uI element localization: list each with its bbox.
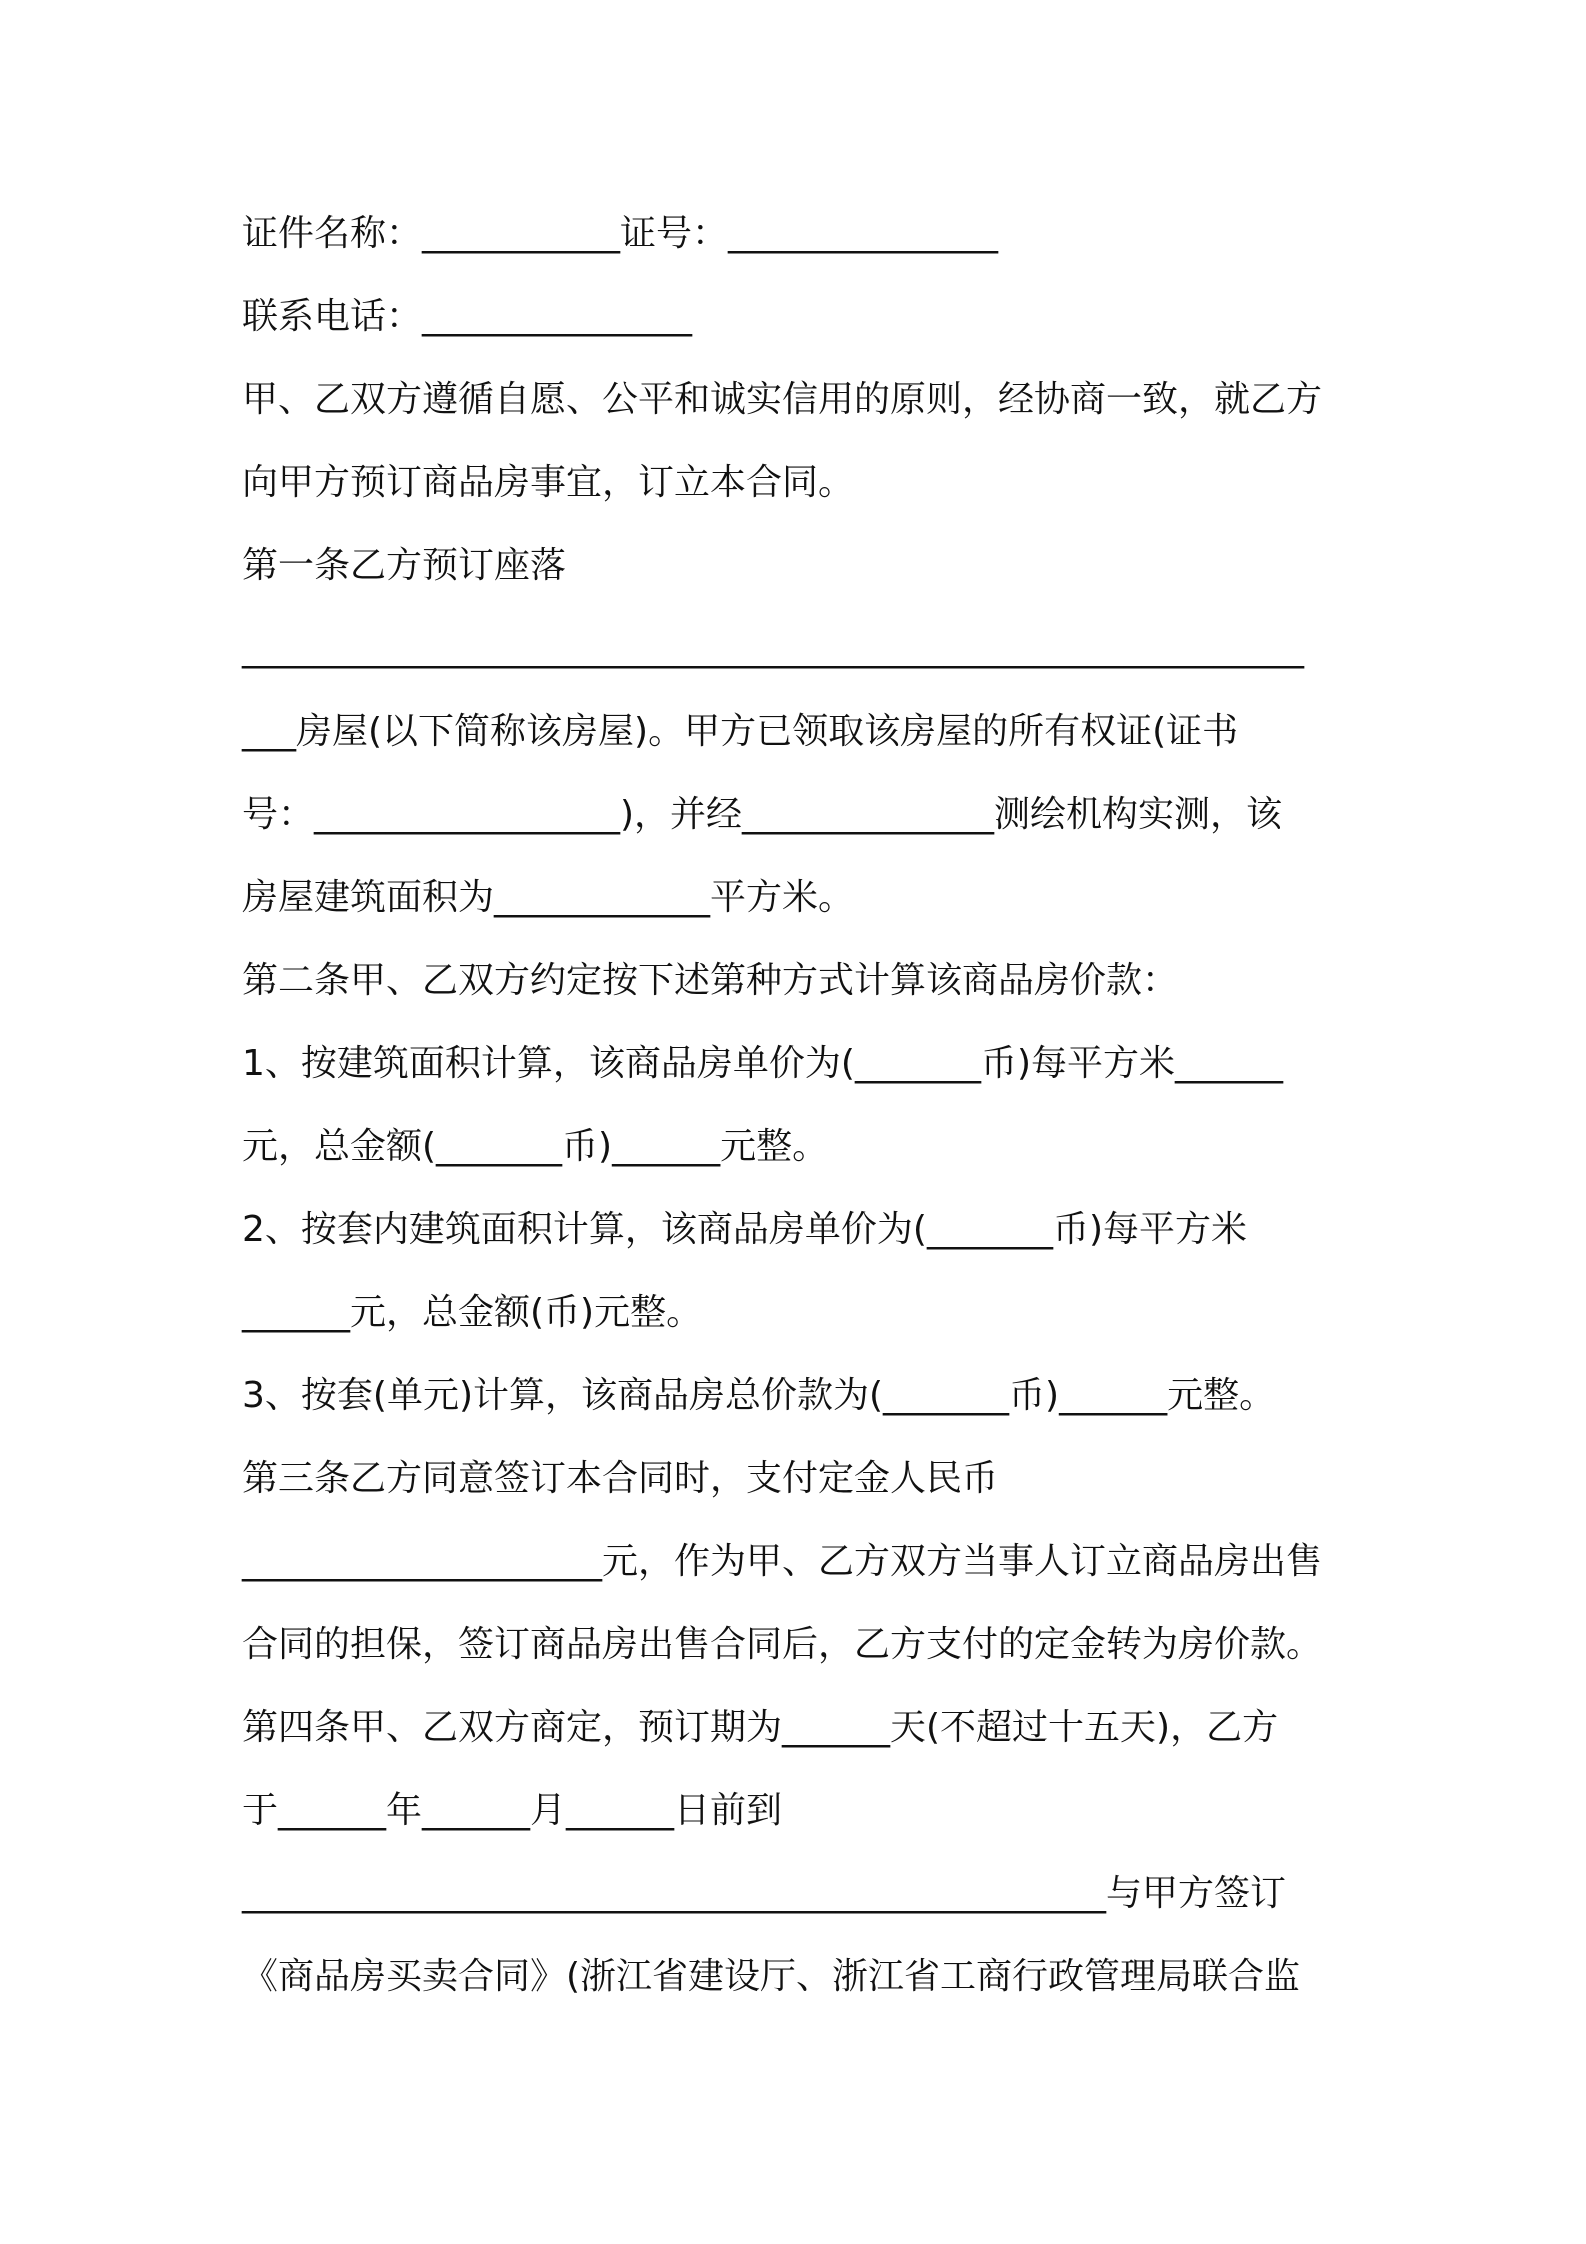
text-line-article-2-title: 第二条甲、乙双方约定按下述第种方式计算该商品房价款： xyxy=(242,960,1179,1001)
text-line-cert-number: 号：_________________)，并经______________测绘机构实测，该 xyxy=(242,794,1283,835)
text-line-method-2b: ______元，总金额(币)元整。 xyxy=(242,1292,703,1333)
text-line-sign-with: ________________________________________________与甲方签订 xyxy=(242,1873,1287,1914)
text-line-id-name: 证件名称：___________证号：_______________ xyxy=(242,213,999,254)
text-line-method-2a: 2、按套内建筑面积计算，该商品房单价为(_______币)每平方米 xyxy=(242,1209,1247,1250)
text-line-article-1-title: 第一条乙方预订座落 xyxy=(242,545,567,586)
text-line-method-1b: 元，总金额(_______币)______元整。 xyxy=(242,1126,829,1167)
text-line-article-3-title: 第三条乙方同意签订本合同时，支付定金人民币 xyxy=(242,1458,999,1499)
text-line-deposit-1: ____________________元，作为甲、乙方双方当事人订立商品房出售 xyxy=(242,1541,1323,1582)
text-line-contract-name: 《商品房买卖合同》(浙江省建设厅、浙江省工商行政管理局联合监 xyxy=(242,1956,1301,1997)
text-line-house: ___房屋(以下简称该房屋)。甲方已领取该房屋的所有权证(证书 xyxy=(242,711,1239,752)
text-line-area: 房屋建筑面积为____________平方米。 xyxy=(242,877,855,918)
text-line-phone: 联系电话：_______________ xyxy=(242,296,693,337)
text-line-intro-2: 向甲方预订商品房事宜，订立本合同。 xyxy=(242,462,855,503)
text-line-article-4-title: 第四条甲、乙双方商定，预订期为______天(不超过十五天)，乙方 xyxy=(242,1707,1279,1748)
text-line-deposit-2: 合同的担保，签订商品房出售合同后，乙方支付的定金转为房价款。 xyxy=(242,1624,1323,1665)
text-line-date: 于______年______月______日前到 xyxy=(242,1790,783,1831)
text-line-blank-location: ___________________________________________________________ xyxy=(242,628,1304,669)
text-line-intro-1: 甲、乙双方遵循自愿、公平和诚实信用的原则，经协商一致，就乙方 xyxy=(242,379,1323,420)
text-line-method-3: 3、按套(单元)计算，该商品房总价款为(_______币)______元整。 xyxy=(242,1375,1276,1416)
text-line-method-1a: 1、按建筑面积计算，该商品房单价为(_______币)每平方米______ xyxy=(242,1043,1283,1084)
